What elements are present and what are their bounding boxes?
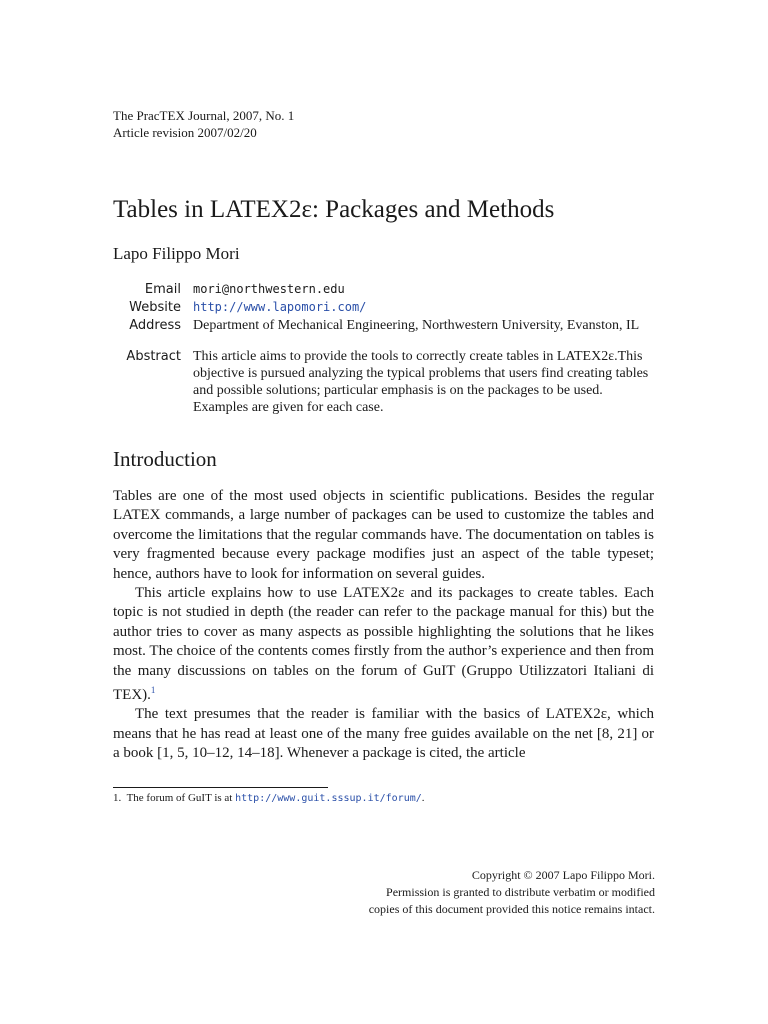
journal-name: The PracTEX Journal, 2007, No. 1 — [113, 108, 295, 123]
paper-title: Tables in LATEX2ε: Packages and Methods — [113, 196, 555, 223]
address-row — [113, 317, 658, 334]
email-value: mori@northwestern.edu — [193, 282, 345, 296]
paragraph-1: Tables are one of the most used objects in scientific publications. Besides the regular LATEX commands, a large number of packages can be used to customize the tables and overcome the limitations that the regular commands have. The documentation on tables is very fragmented because every package modifies just an aspect of the table typeset; hence, authors have to look for information on several guides. — [113, 488, 654, 582]
paragraph-3: The text presumes that the reader is familiar with the basics of LATEX2ε, which means that he has read at least one of the many free guides available on the net [8, 21] or a book [1, 5, 10–12, 14–18]. Whenever a package is cited, the article — [113, 706, 654, 762]
address-value: Department of Mechanical Engineering, Northwestern University, Evanston, IL — [193, 318, 640, 333]
website-link[interactable]: http://www.lapomori.com/ — [193, 300, 367, 314]
author-name: Lapo Filippo Mori — [113, 244, 240, 263]
footnote-end: . — [421, 792, 425, 804]
article-revision: Article revision 2007/02/20 — [113, 125, 257, 140]
footnote-url-link[interactable]: http://www.guit.sssup.it/forum/ — [235, 793, 422, 804]
article-metadata — [113, 281, 658, 417]
footnote — [113, 792, 425, 804]
section-title-introduction: Introduction — [113, 447, 217, 471]
footnote-mark-link[interactable]: 1 — [150, 685, 156, 696]
address-label: Address — [129, 318, 181, 333]
copyright-notice — [235, 867, 655, 918]
copyright-line-2: Permission is granted to distribute verbatim or modified — [386, 885, 655, 899]
paragraph-2-text: This article explains how to use LATEX2ε and its packages to create tables. Each topic is not studied in depth (the reader can refer to the package manual for this) but the author tries to cover as many aspects as possible highlighting the solutions that he likes most. The choice of the contents comes firstly from the author’s experience and then from the many discussions on tables on the forum of GuIT (Gruppo Utilizzatori Italiani di TEX). — [113, 585, 654, 704]
email-label: Email — [144, 282, 181, 297]
website-label: Website — [129, 300, 181, 315]
paragraph-2 — [113, 584, 654, 705]
body-text — [113, 487, 654, 764]
footnote-rule — [113, 787, 328, 788]
copyright-line-1: Copyright © 2007 Lapo Filippo Mori. — [471, 868, 655, 882]
copyright-line-3: copies of this document provided this notice remains intact. — [368, 902, 655, 916]
abstract-text: This article aims to provide the tools to correctly create tables in LATEX2ε.This objective is pursued analyzing the typical problems that users find creating tables and possible solutions; particular emphasis is on the packages to be used. Examples are given for each case. — [193, 349, 649, 415]
journal-header — [113, 107, 294, 141]
footnote-number: 1. — [113, 792, 122, 804]
abstract-row — [113, 348, 658, 416]
footnote-text: The forum of GuIT is at — [126, 792, 233, 804]
abstract-label: Abstract — [126, 349, 181, 364]
email-row — [113, 281, 658, 298]
website-row — [113, 299, 658, 316]
